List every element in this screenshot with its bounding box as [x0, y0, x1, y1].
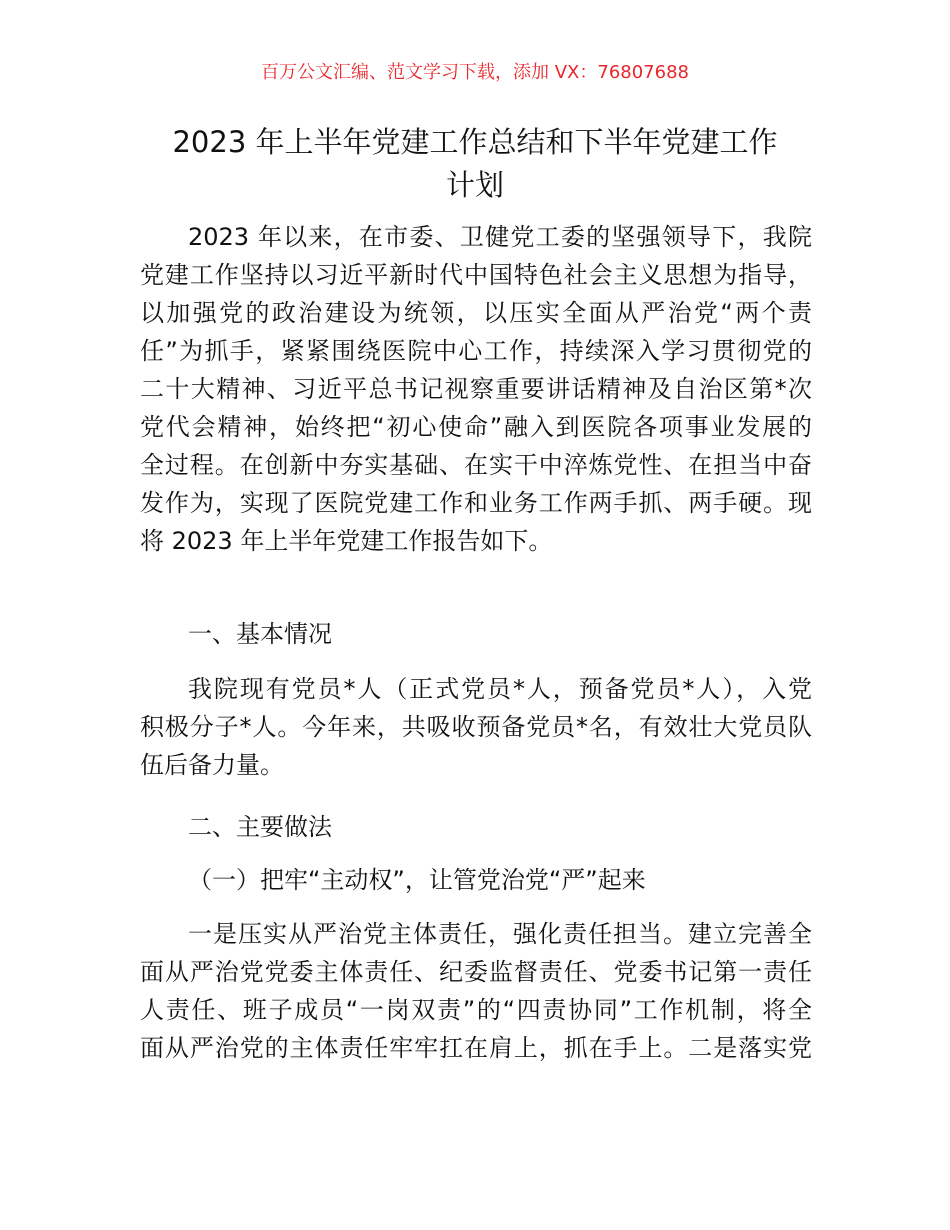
- paragraph-line: 党建工作坚持以习近平新时代中国特色社会主义思想为指导，: [140, 261, 812, 289]
- watermark-header: 百万公文汇编、范文学习下载，添加 VX：76807688: [261, 62, 689, 83]
- paragraph-line: 我院现有党员*人（正式党员*人，预备党员*人），入党: [188, 675, 812, 703]
- paragraph-line: 积极分子*人。今年来，共吸收预备党员*名，有效壮大党员队: [140, 713, 812, 741]
- paragraph-line: 发作为，实现了医院党建工作和业务工作两手抓、两手硬。现: [140, 489, 812, 517]
- subsection-heading: （一）把牢“主动权”，让管党治党“严”起来: [188, 866, 646, 894]
- paragraph-line: 人责任、班子成员“一岗双责”的“四责协同”工作机制，将全: [140, 996, 812, 1024]
- paragraph-line: 2023 年以来，在市委、卫健党工委的坚强领导下，我院: [188, 223, 812, 251]
- section-heading-practice: 二、主要做法: [188, 813, 332, 841]
- paragraph-line: 一是压实从严治党主体责任，强化责任担当。建立完善全: [188, 920, 812, 948]
- paragraph-line: 全过程。在创新中夯实基础、在实干中淬炼党性、在担当中奋: [140, 451, 812, 479]
- paragraph-line: 二十大精神、习近平总书记视察重要讲话精神及自治区第*次: [140, 375, 812, 403]
- paragraph-line: 将 2023 年上半年党建工作报告如下。: [140, 527, 553, 555]
- paragraph-line: 面从严治党党委主体责任、纪委监督责任、党委书记第一责任: [140, 958, 812, 986]
- paragraph-line: 面从严治党的主体责任牢牢扛在肩上，抓在手上。二是落实党: [140, 1034, 812, 1062]
- paragraph-line: 任”为抓手，紧紧围绕医院中心工作，持续深入学习贯彻党的: [140, 337, 812, 365]
- paragraph-line: 以加强党的政治建设为统领，以压实全面从严治党“两个责: [140, 299, 812, 327]
- document-title-line2: 计划: [445, 168, 504, 202]
- paragraph-line: 党代会精神，始终把“初心使命”融入到医院各项事业发展的: [140, 413, 812, 441]
- document-title-line1: 2023 年上半年党建工作总结和下半年党建工作: [172, 125, 778, 159]
- section-heading-basic: 一、基本情况: [188, 620, 332, 648]
- paragraph-line: 伍后备力量。: [140, 751, 284, 779]
